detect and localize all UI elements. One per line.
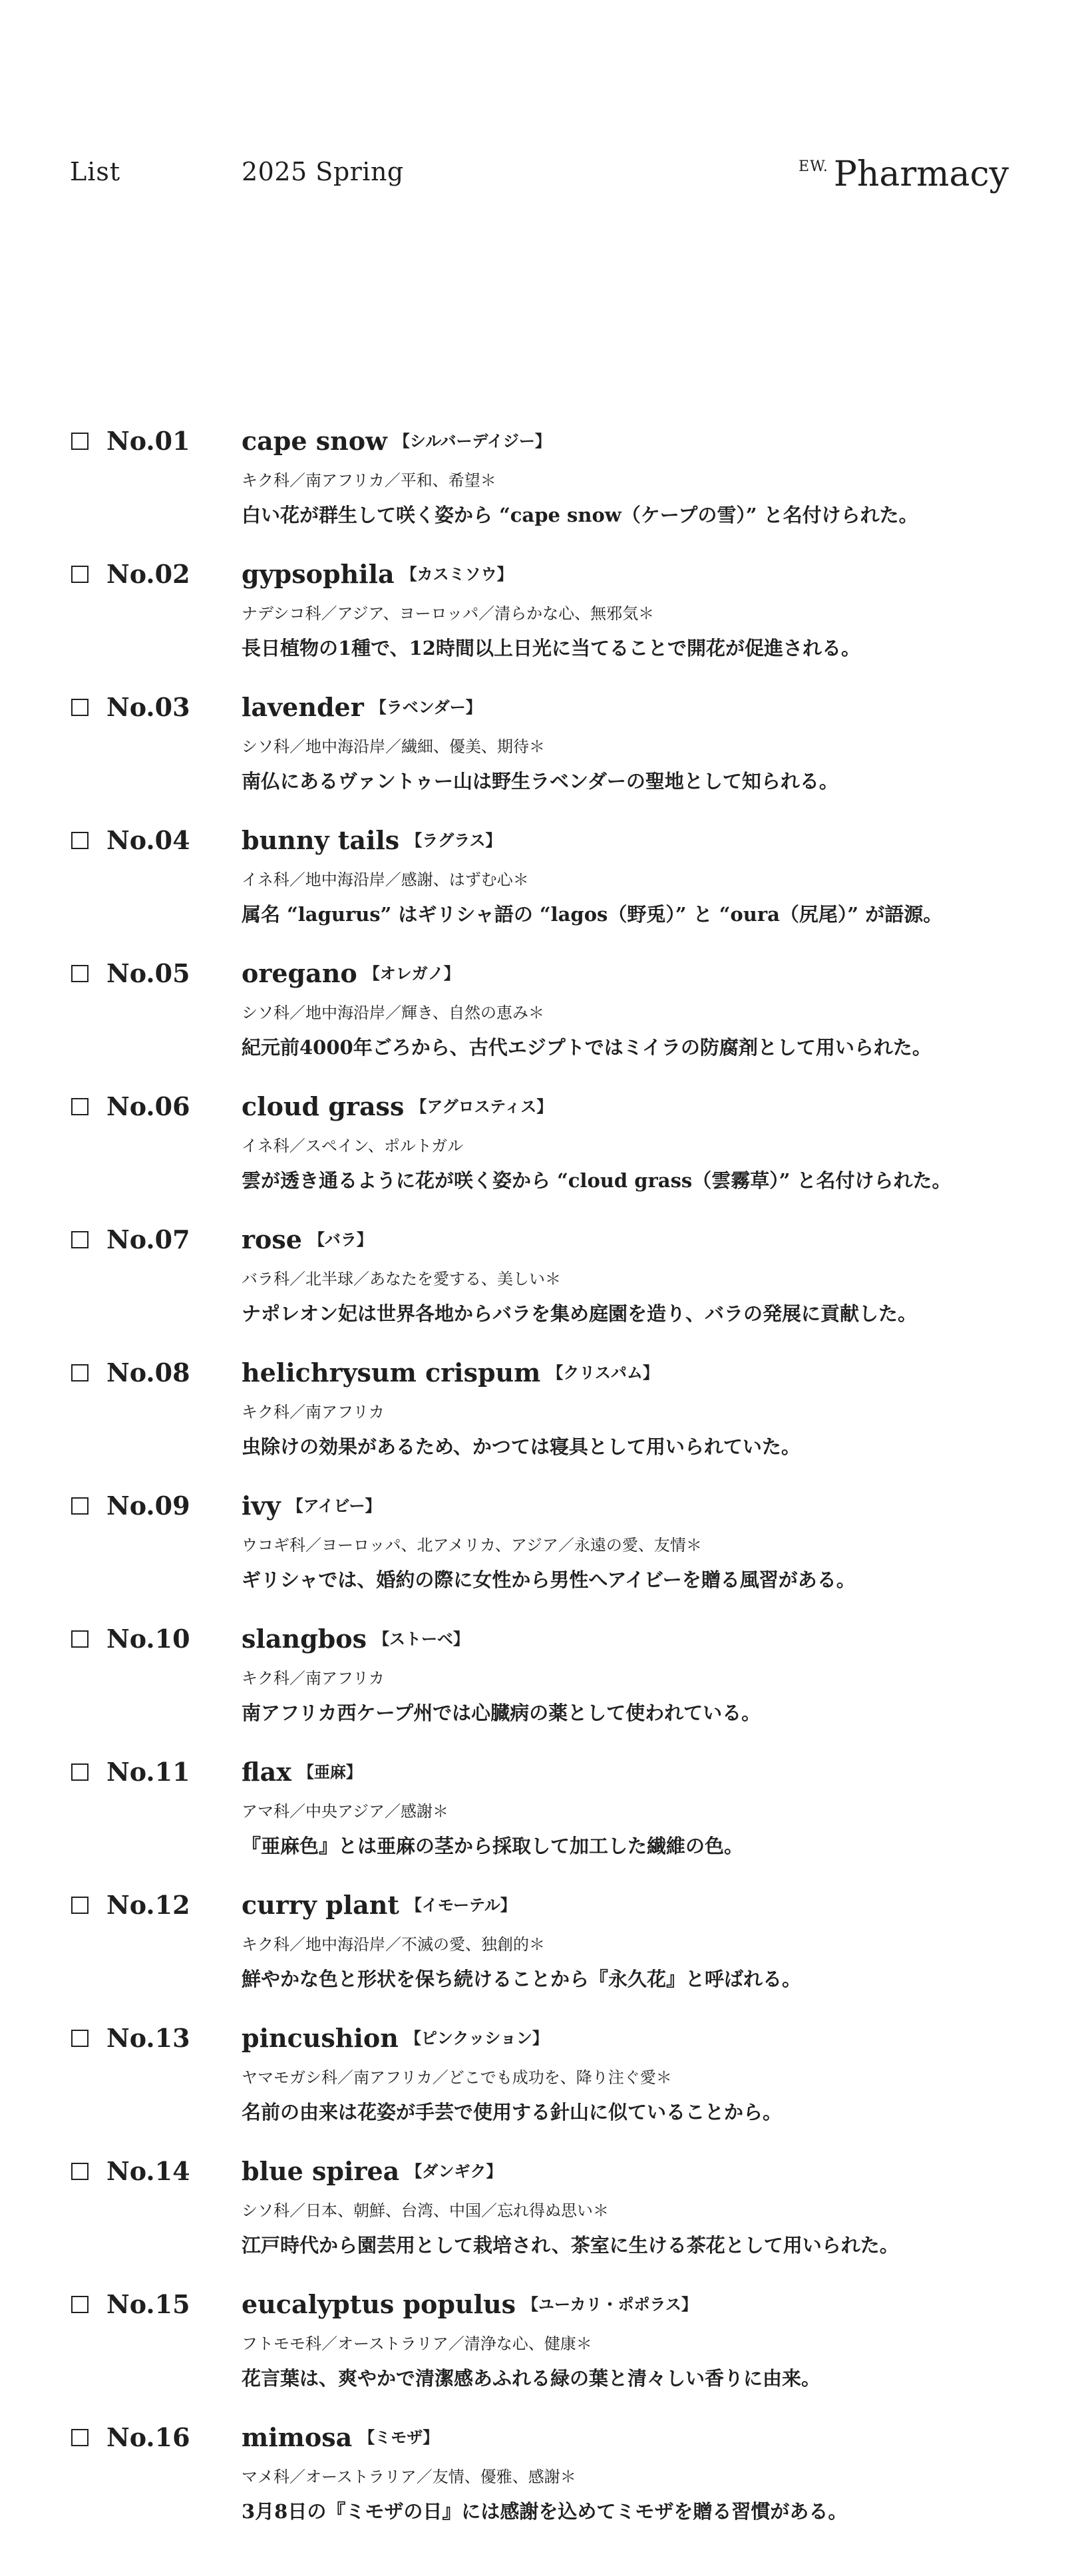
item-title [242, 1624, 469, 1654]
list-item [0, 1091, 1078, 1224]
item-number: No.06 [106, 1091, 190, 1121]
item-description: 白い花が群生して咲く姿から “cape snow（ケープの雪）” と名付けられた。 [242, 504, 918, 526]
list-item [0, 426, 1078, 559]
item-title [242, 1757, 362, 1787]
item-checkbox[interactable] [71, 1630, 89, 1648]
item-meta: マメ科／オーストラリア／友情、優雅、感謝＊ [242, 2468, 576, 2486]
item-name: pincushion [242, 2023, 399, 2053]
item-name: flax [242, 1757, 291, 1787]
item-meta: バラ科／北半球／あなたを愛する、美しい＊ [242, 1270, 561, 1288]
item-checkbox[interactable] [71, 1897, 89, 1914]
item-number: No.03 [106, 692, 190, 722]
item-title [242, 1890, 516, 1920]
item-checkbox[interactable] [71, 832, 89, 849]
list-item [0, 692, 1078, 825]
item-number: No.12 [106, 1890, 190, 1920]
item-meta: キク科／南アフリカ [242, 1669, 385, 1688]
item-description: 雲が透き通るように花が咲く姿から “cloud grass（雲霧草）” と名付けられた。 [242, 1169, 952, 1192]
item-checkbox[interactable] [71, 2030, 89, 2047]
list-item [0, 2156, 1078, 2289]
item-description: ギリシャでは、婚約の際に女性から男性へアイビーを贈る風習がある。 [242, 1568, 856, 1591]
item-name: curry plant [242, 1890, 399, 1920]
item-kana: 【ミモザ】 [359, 2428, 439, 2447]
item-description: 属名 “lagurus” はギリシャ語の “lagos（野兎）” と “oura（尻尾）” が語源。 [242, 903, 943, 926]
item-name: gypsophila [242, 559, 395, 589]
item-name: cloud grass [242, 1091, 405, 1121]
item-kana: 【ラベンダー】 [370, 697, 482, 717]
item-checkbox[interactable] [71, 1231, 89, 1248]
item-title [242, 1224, 373, 1254]
item-description: 虫除けの効果があるため、かつては寝具として用いられていた。 [242, 1435, 801, 1458]
list-item [0, 2289, 1078, 2422]
item-title [242, 958, 460, 988]
item-meta: イネ科／スペイン、ポルトガル [242, 1137, 464, 1155]
list-item [0, 1224, 1078, 1358]
item-description: 3月8日の『ミモザの日』には感謝を込めてミモザを贈る習慣がある。 [242, 2500, 848, 2523]
item-title [242, 692, 482, 722]
item-checkbox[interactable] [71, 1497, 89, 1515]
item-name: mimosa [242, 2422, 353, 2452]
item-meta: シソ科／日本、朝鮮、台湾、中国／忘れ得ぬ思い＊ [242, 2201, 609, 2220]
item-title [242, 2422, 439, 2452]
item-title [242, 2289, 697, 2319]
list-label: List [70, 157, 121, 186]
item-description: 『亜麻色』とは亜麻の茎から採取して加工した繊維の色。 [242, 1835, 744, 1857]
item-title [242, 1091, 552, 1121]
item-number: No.14 [106, 2156, 190, 2186]
item-description: 名前の由来は花姿が手芸で使用する針山に似ていることから。 [242, 2101, 783, 2123]
season-label: 2025 Spring [242, 157, 404, 186]
item-title [242, 1358, 659, 1387]
item-meta: キク科／地中海沿岸／不滅の愛、独創的＊ [242, 1935, 545, 1954]
list-item [0, 559, 1078, 692]
item-description: 江戸時代から園芸用として栽培され、茶室に生ける茶花として用いられた。 [242, 2234, 899, 2257]
item-checkbox[interactable] [71, 433, 89, 450]
item-meta: シソ科／地中海沿岸／輝き、自然の恵み＊ [242, 1004, 545, 1022]
item-meta: ウコギ科／ヨーロッパ、北アメリカ、アジア／永遠の愛、友情＊ [242, 1536, 702, 1555]
item-title [242, 1491, 381, 1521]
item-meta: キク科／南アフリカ／平和、希望＊ [242, 471, 496, 490]
item-meta: フトモモ科／オーストラリア／清浄な心、健康＊ [242, 2334, 592, 2353]
item-name: eucalyptus populus [242, 2289, 516, 2319]
item-kana: 【ダンギク】 [406, 2161, 502, 2181]
item-title [242, 426, 551, 456]
list-item [0, 1358, 1078, 1491]
item-meta: イネ科／地中海沿岸／感謝、はずむ心＊ [242, 870, 529, 889]
item-checkbox[interactable] [71, 965, 89, 982]
item-name: blue spirea [242, 2156, 400, 2186]
item-title [242, 2156, 502, 2186]
item-kana: 【ストーベ】 [373, 1629, 469, 1648]
item-number: No.04 [106, 825, 190, 855]
brand-prefix: EW. [799, 158, 828, 175]
item-kana: 【ユーカリ・ポポラス】 [522, 2295, 697, 2314]
item-kana: 【カスミソウ】 [401, 564, 513, 584]
item-meta: ナデシコ科／アジア、ヨーロッパ／清らかな心、無邪気＊ [242, 604, 655, 623]
list-item [0, 1757, 1078, 1890]
item-checkbox[interactable] [71, 2429, 89, 2446]
item-number: No.10 [106, 1624, 190, 1654]
item-number: No.01 [106, 426, 190, 456]
item-name: ivy [242, 1491, 281, 1521]
item-number: No.08 [106, 1358, 190, 1387]
item-kana: 【亜麻】 [297, 1762, 362, 1781]
list-item [0, 2023, 1078, 2156]
item-checkbox[interactable] [71, 2163, 89, 2180]
item-name: bunny tails [242, 825, 400, 855]
item-meta: ヤマモガシ科／南アフリカ／どこでも成功を、降り注ぐ愛＊ [242, 2068, 672, 2087]
item-number: No.05 [106, 958, 190, 988]
item-description: 南アフリカ西ケープ州では心臓病の薬として使われている。 [242, 1702, 761, 1724]
list-item [0, 1890, 1078, 2023]
item-kana: 【クリスパム】 [547, 1363, 659, 1382]
item-kana: 【シルバーデイジー】 [393, 431, 551, 451]
item-number: No.11 [106, 1757, 190, 1787]
item-checkbox[interactable] [71, 1098, 89, 1115]
list-item [0, 958, 1078, 1091]
item-meta: シソ科／地中海沿岸／繊細、優美、期待＊ [242, 737, 545, 756]
item-kana: 【ラグラス】 [406, 830, 502, 850]
item-kana: 【バラ】 [308, 1230, 373, 1249]
item-name: rose [242, 1224, 302, 1254]
item-name: lavender [242, 692, 364, 722]
list-item [0, 1624, 1078, 1757]
item-meta: アマ科／中央アジア／感謝＊ [242, 1802, 449, 1821]
item-kana: 【オレガノ】 [363, 964, 460, 983]
list-item [0, 1491, 1078, 1624]
item-number: No.13 [106, 2023, 190, 2053]
page-header [0, 154, 1078, 197]
item-description: 紀元前4000年ごろから、古代エジプトではミイラの防腐剤として用いられた。 [242, 1036, 932, 1059]
item-name: slangbos [242, 1624, 367, 1654]
item-name: cape snow [242, 426, 387, 456]
item-kana: 【アイビー】 [287, 1496, 381, 1515]
list-item [0, 2422, 1078, 2555]
item-number: No.16 [106, 2422, 190, 2452]
brand-logo [799, 154, 1009, 194]
item-description: 南仏にあるヴァントゥー山は野生ラベンダーの聖地として知られる。 [242, 770, 838, 793]
flower-list [0, 426, 1078, 2555]
item-number: No.07 [106, 1224, 190, 1254]
list-item [0, 825, 1078, 958]
item-meta: キク科／南アフリカ [242, 1403, 385, 1421]
brand-name: Pharmacy [833, 154, 1009, 194]
item-checkbox[interactable] [71, 1364, 89, 1381]
item-title [242, 2023, 548, 2053]
item-description: 鮮やかな色と形状を保ち続けることから『永久花』と呼ばれる。 [242, 1968, 802, 1990]
item-name: oregano [242, 958, 357, 988]
item-checkbox[interactable] [71, 1763, 89, 1781]
item-kana: 【イモーテル】 [405, 1895, 516, 1915]
item-name: helichrysum crispum [242, 1358, 541, 1387]
item-description: ナポレオン妃は世界各地からバラを集め庭園を造り、バラの発展に貢献した。 [242, 1302, 918, 1325]
item-checkbox[interactable] [71, 566, 89, 583]
item-description: 長日植物の1種で、12時間以上日光に当てることで開花が促進される。 [242, 637, 860, 659]
item-kana: 【アグロスティス】 [411, 1097, 553, 1116]
item-checkbox[interactable] [71, 2296, 89, 2313]
item-kana: 【ピンクッション】 [405, 2028, 548, 2048]
item-number: No.09 [106, 1491, 190, 1521]
item-number: No.02 [106, 559, 190, 589]
item-title [242, 825, 501, 855]
item-checkbox[interactable] [71, 699, 89, 716]
item-title [242, 559, 513, 589]
item-number: No.15 [106, 2289, 190, 2319]
item-description: 花言葉は、爽やかで清潔感あふれる緑の葉と清々しい香りに由来。 [242, 2367, 821, 2390]
